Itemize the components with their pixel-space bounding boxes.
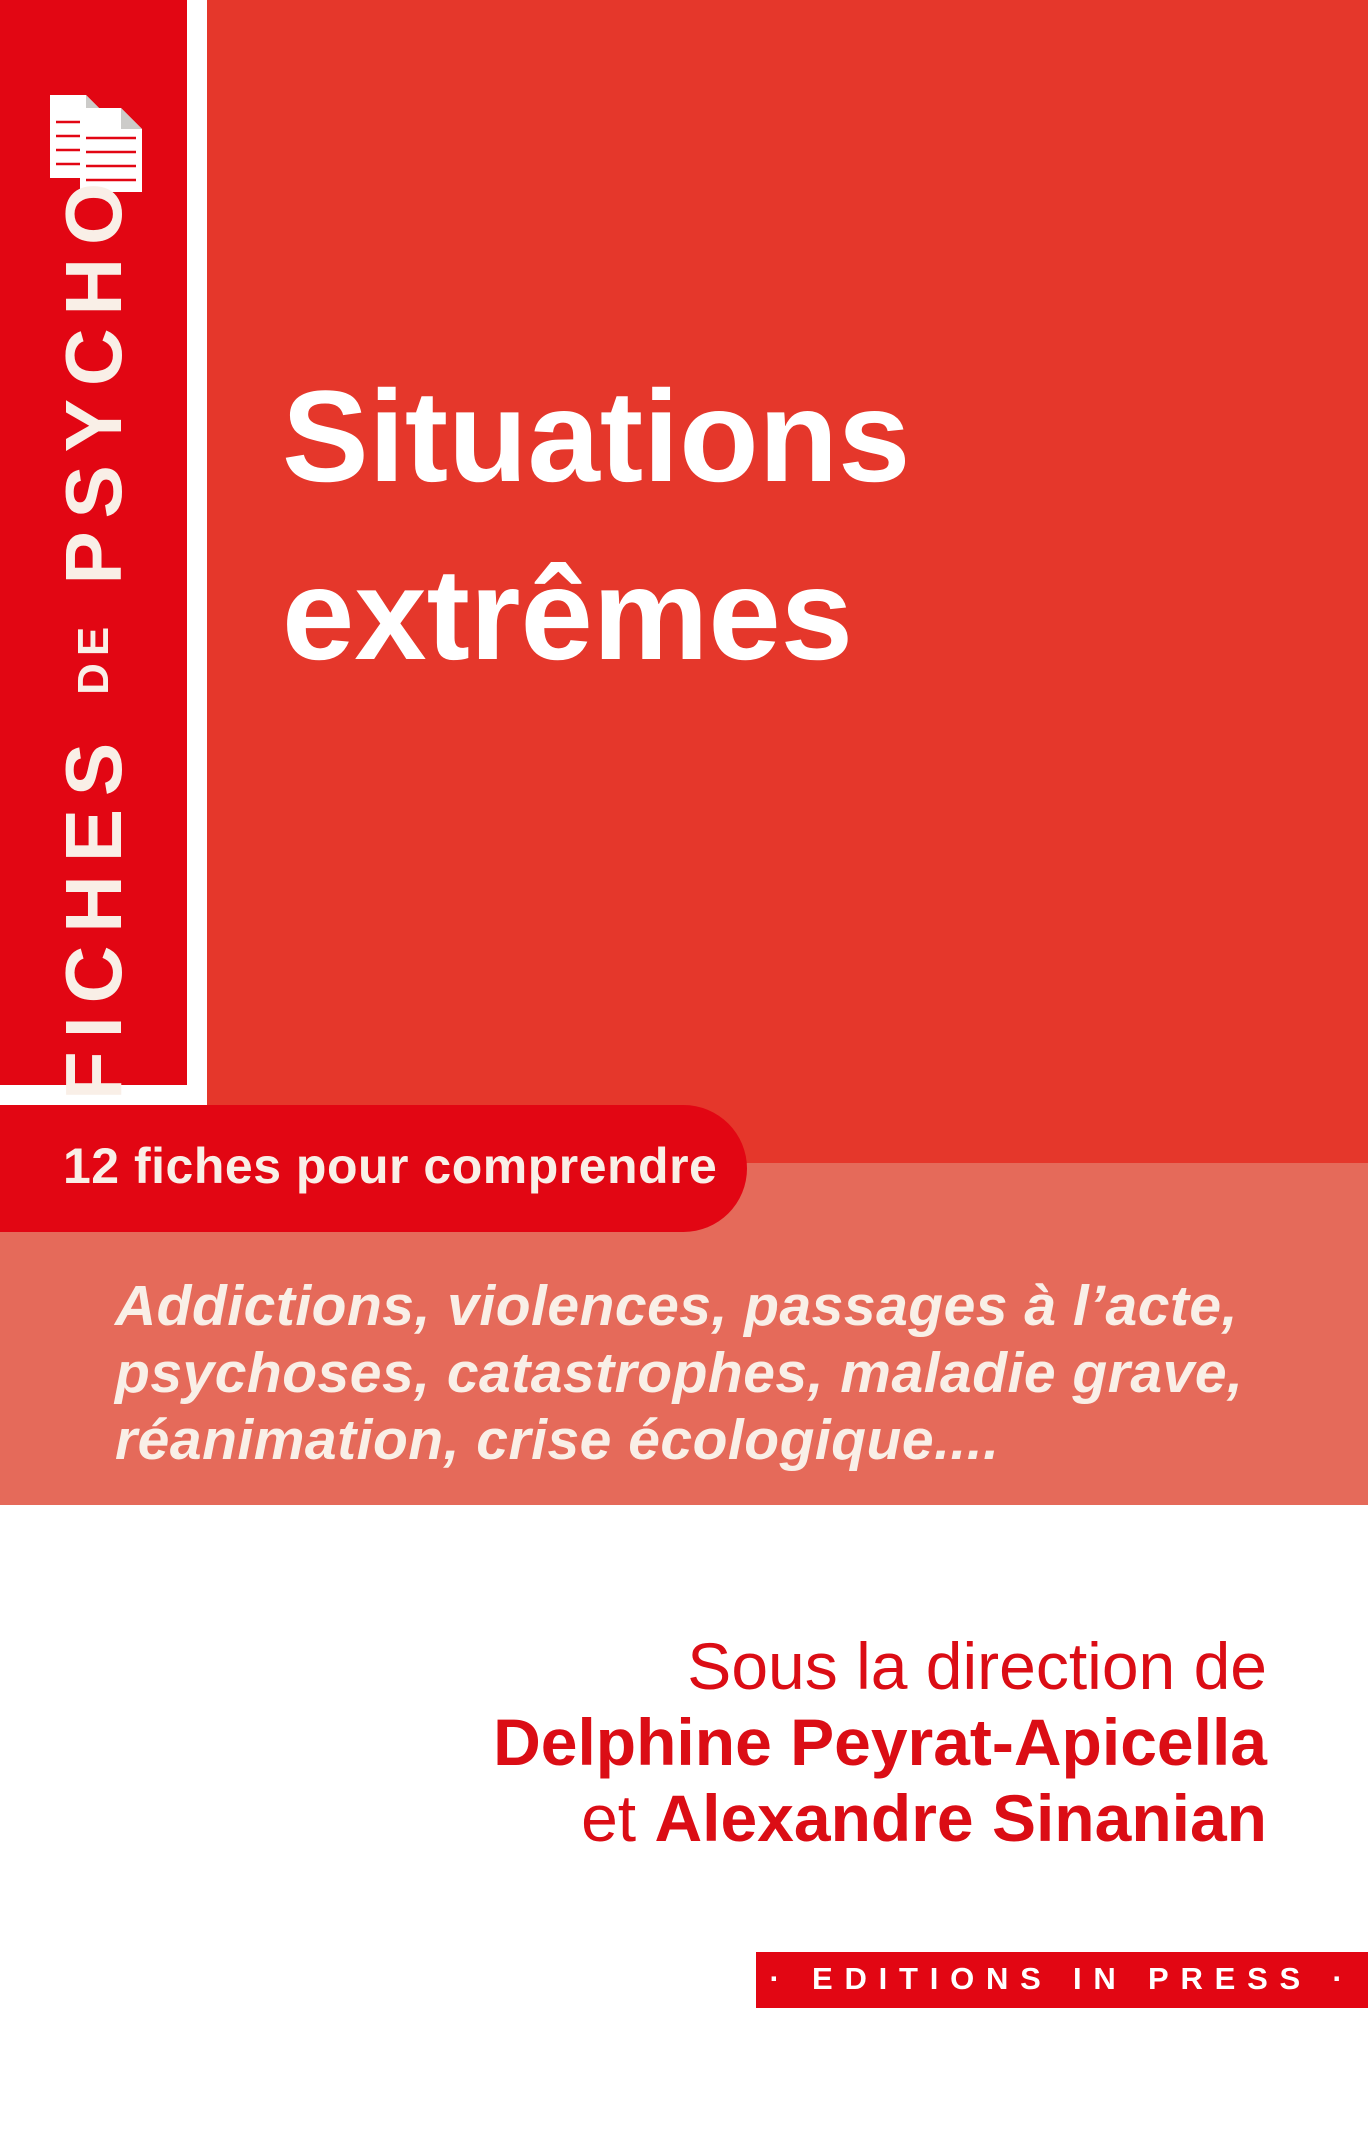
tagline (115, 1273, 1243, 1474)
author-name-1: Delphine Peyrat-Apicella (493, 1705, 1267, 1779)
tagline-line1: Addictions, violences, passages à l’acte, (115, 1274, 1238, 1338)
publisher-bar (756, 1952, 1368, 2008)
sidebar-separator-vertical (187, 0, 207, 1105)
author-2-prefix: et (581, 1781, 655, 1855)
book-title-line2: extrêmes (282, 541, 853, 687)
book-title-line1: Situations (282, 363, 911, 509)
publisher-label: · EDITIONS IN PRESS · (769, 1961, 1355, 1996)
tagline-line3: réanimation, crise écologique.... (115, 1408, 1000, 1472)
collection-vertical-label (48, 170, 140, 1100)
collection-vertical-label-wrap (0, 169, 187, 1101)
author-name-2-line (493, 1780, 1267, 1856)
book-title (282, 347, 910, 703)
collection-label-psycho: PSYCHO (48, 169, 138, 585)
collection-label-de: DE (68, 619, 118, 695)
tagline-line2: psychoses, catastrophes, maladie grave, (115, 1341, 1244, 1405)
fiches-banner (0, 1105, 747, 1232)
author-name-2: Alexandre Sinanian (654, 1781, 1267, 1855)
fiches-banner-label: 12 fiches pour comprendre (63, 1137, 718, 1194)
collection-label-fiches: FICHES (48, 729, 138, 1101)
authors-intro: Sous la direction de (687, 1629, 1267, 1703)
authors-block (493, 1628, 1267, 1856)
